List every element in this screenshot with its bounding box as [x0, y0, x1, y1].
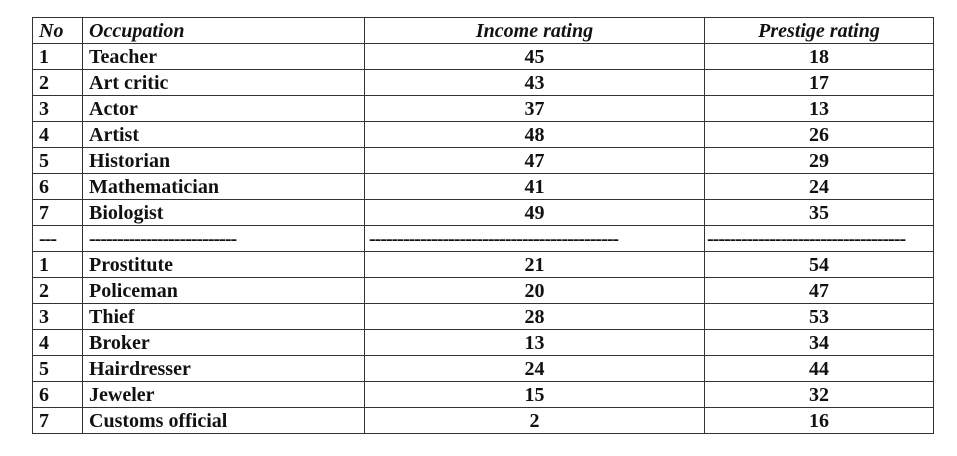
cell-prestige: 17 — [705, 70, 934, 96]
cell-prestige: 53 — [705, 304, 934, 330]
header-income-rating: Income rating — [365, 18, 705, 44]
cell-no: 5 — [33, 148, 83, 174]
separator-prestige: ----------------------------------- — [705, 226, 934, 252]
table-row — [33, 382, 934, 408]
cell-no: 7 — [33, 408, 83, 434]
cell-no: 2 — [33, 70, 83, 96]
table-row — [33, 330, 934, 356]
cell-income: 37 — [365, 96, 705, 122]
cell-prestige: 29 — [705, 148, 934, 174]
cell-prestige: 34 — [705, 330, 934, 356]
table-row — [33, 148, 934, 174]
table-row — [33, 44, 934, 70]
cell-occupation: Mathematician — [83, 174, 365, 200]
cell-occupation: Jeweler — [83, 382, 365, 408]
cell-no: 3 — [33, 96, 83, 122]
cell-income: 47 — [365, 148, 705, 174]
cell-income: 41 — [365, 174, 705, 200]
cell-no: 1 — [33, 44, 83, 70]
cell-occupation: Actor — [83, 96, 365, 122]
cell-no: 7 — [33, 200, 83, 226]
cell-occupation: Artist — [83, 122, 365, 148]
cell-prestige: 32 — [705, 382, 934, 408]
separator-row — [33, 226, 934, 252]
separator-no: --- — [33, 226, 83, 252]
cell-no: 4 — [33, 122, 83, 148]
cell-prestige: 47 — [705, 278, 934, 304]
cell-no: 6 — [33, 174, 83, 200]
cell-prestige: 44 — [705, 356, 934, 382]
cell-income: 15 — [365, 382, 705, 408]
header-prestige-rating: Prestige rating — [705, 18, 934, 44]
cell-no: 3 — [33, 304, 83, 330]
cell-income: 13 — [365, 330, 705, 356]
cell-prestige: 18 — [705, 44, 934, 70]
cell-no: 1 — [33, 252, 83, 278]
cell-prestige: 13 — [705, 96, 934, 122]
table-row — [33, 122, 934, 148]
cell-prestige: 35 — [705, 200, 934, 226]
cell-prestige: 16 — [705, 408, 934, 434]
cell-prestige: 54 — [705, 252, 934, 278]
cell-income: 21 — [365, 252, 705, 278]
cell-occupation: Broker — [83, 330, 365, 356]
cell-income: 49 — [365, 200, 705, 226]
cell-income: 20 — [365, 278, 705, 304]
cell-no: 4 — [33, 330, 83, 356]
cell-income: 28 — [365, 304, 705, 330]
cell-occupation: Historian — [83, 148, 365, 174]
cell-occupation: Hairdresser — [83, 356, 365, 382]
cell-occupation: Thief — [83, 304, 365, 330]
cell-occupation: Teacher — [83, 44, 365, 70]
cell-occupation: Biologist — [83, 200, 365, 226]
table-row — [33, 356, 934, 382]
cell-prestige: 26 — [705, 122, 934, 148]
cell-occupation: Policeman — [83, 278, 365, 304]
table-row — [33, 408, 934, 434]
table-row — [33, 252, 934, 278]
header-no: No — [33, 18, 83, 44]
cell-income: 48 — [365, 122, 705, 148]
cell-income: 24 — [365, 356, 705, 382]
table-row — [33, 96, 934, 122]
table-row — [33, 174, 934, 200]
cell-prestige: 24 — [705, 174, 934, 200]
cell-occupation: Art critic — [83, 70, 365, 96]
header-occupation: Occupation — [83, 18, 365, 44]
cell-income: 2 — [365, 408, 705, 434]
cell-occupation: Customs official — [83, 408, 365, 434]
cell-income: 45 — [365, 44, 705, 70]
separator-income: -------------------------------------------- — [365, 226, 705, 252]
cell-occupation: Prostitute — [83, 252, 365, 278]
table-row — [33, 278, 934, 304]
cell-no: 5 — [33, 356, 83, 382]
table-row — [33, 200, 934, 226]
cell-income: 43 — [365, 70, 705, 96]
separator-occupation: -------------------------- — [83, 226, 365, 252]
table-header-row — [33, 18, 934, 44]
table-row — [33, 304, 934, 330]
cell-no: 6 — [33, 382, 83, 408]
cell-no: 2 — [33, 278, 83, 304]
occupation-ratings-table — [32, 17, 934, 434]
table-row — [33, 70, 934, 96]
